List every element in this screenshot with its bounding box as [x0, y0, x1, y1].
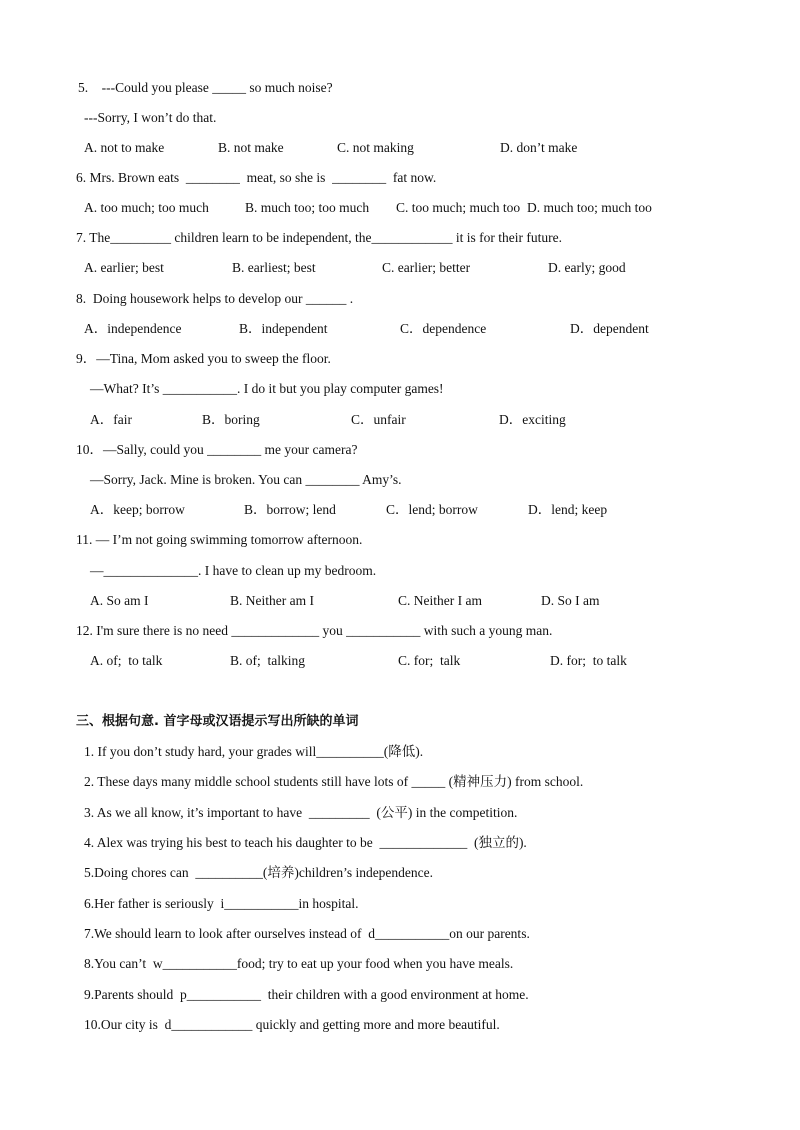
- question-5-stem: 5. ---Could you please _____ so much noise?: [78, 80, 333, 95]
- fill-item-2: 2. These days many middle school students still have lots of _____ (精神压力) from school.: [84, 774, 584, 789]
- fill-item-6: 6.Her father is seriously i___________in hospital.: [84, 896, 359, 911]
- question-7-option-a: A. earlier; best: [84, 260, 164, 275]
- question-5-option-a: A. not to make: [84, 140, 165, 155]
- question-12-option-b: B. of; talking: [230, 653, 305, 668]
- question-7-option-c: C. earlier; better: [382, 260, 471, 275]
- question-9-reply: —What? It’s ___________. I do it but you play computer games!: [90, 381, 444, 396]
- question-11-reply: —______________. I have to clean up my bedroom.: [90, 563, 377, 578]
- question-5-reply: ---Sorry, I won’t do that.: [84, 110, 217, 125]
- question-10-option-d: D．lend; keep: [528, 502, 608, 517]
- fill-item-10: 10.Our city is d____________ quickly and getting more and more beautiful.: [84, 1017, 500, 1032]
- question-5-option-b: B. not make: [218, 140, 284, 155]
- question-8-option-d: D．dependent: [570, 321, 649, 336]
- question-11-option-c: C. Neither I am: [398, 593, 482, 608]
- question-6-stem: 6. Mrs. Brown eats ________ meat, so she is ________ fat now.: [76, 170, 437, 185]
- question-8-option-a: A．independence: [84, 321, 182, 336]
- question-8-stem: 8. Doing housework helps to develop our ______ .: [76, 291, 354, 306]
- question-6-option-c: C. too much; much too: [396, 200, 521, 215]
- question-6-option-b: B. much too; too much: [245, 200, 370, 215]
- fill-item-3: 3. As we all know, it’s important to have _________ (公平) in the competition.: [84, 805, 518, 820]
- question-5-option-c: C. not making: [337, 140, 414, 155]
- question-11-option-b: B. Neither am I: [230, 593, 314, 608]
- question-9-option-b: B．boring: [202, 412, 260, 427]
- fill-item-4: 4. Alex was trying his best to teach his daughter to be _____________ (独立的).: [84, 835, 527, 850]
- question-12-option-a: A. of; to talk: [90, 653, 163, 668]
- question-9-option-d: D．exciting: [499, 412, 566, 427]
- question-7-option-d: D. early; good: [548, 260, 626, 275]
- question-10-reply: —Sorry, Jack. Mine is broken. You can ________ Amy’s.: [90, 472, 402, 487]
- question-12-stem: 12. I'm sure there is no need _____________ you ___________ with such a young man.: [76, 623, 553, 638]
- fill-item-9: 9.Parents should p___________ their children with a good environment at home.: [84, 987, 529, 1002]
- fill-item-7: 7.We should learn to look after ourselves instead of d___________on our parents.: [84, 926, 530, 941]
- question-5-option-d: D. don’t make: [500, 140, 578, 155]
- fill-item-5: 5.Doing chores can __________(培养)children’s independence.: [84, 865, 434, 880]
- section-3-heading: 三、根据句意. 首字母或汉语提示写出所缺的单词: [76, 714, 359, 729]
- question-9-option-c: C．unfair: [351, 412, 406, 427]
- question-10-stem: 10．—Sally, could you ________ me your camera?: [76, 442, 358, 457]
- question-7-option-b: B. earliest; best: [232, 260, 316, 275]
- question-8-option-c: C．dependence: [400, 321, 487, 336]
- question-11-option-d: D. So I am: [541, 593, 600, 608]
- question-9-stem: 9．—Tina, Mom asked you to sweep the floor.: [76, 351, 331, 366]
- fill-item-1: 1. If you don’t study hard, your grades will__________(降低).: [84, 744, 424, 759]
- question-6-option-a: A. too much; too much: [84, 200, 209, 215]
- question-10-option-c: C．lend; borrow: [386, 502, 478, 517]
- question-9-option-a: A．fair: [90, 412, 132, 427]
- question-12-option-d: D. for; to talk: [550, 653, 627, 668]
- question-12-option-c: C. for; talk: [398, 653, 461, 668]
- question-10-option-a: A．keep; borrow: [90, 502, 185, 517]
- question-10-option-b: B．borrow; lend: [244, 502, 336, 517]
- question-6-option-d: D. much too; much too: [527, 200, 652, 215]
- question-8-option-b: B．independent: [239, 321, 328, 336]
- fill-item-8: 8.You can’t w___________food; try to eat up your food when you have meals.: [84, 956, 514, 971]
- question-11-stem: 11. — I’m not going swimming tomorrow afternoon.: [76, 532, 363, 547]
- question-7-stem: 7. The_________ children learn to be independent, the____________ it is for their future.: [76, 230, 563, 245]
- question-11-option-a: A. So am I: [90, 593, 149, 608]
